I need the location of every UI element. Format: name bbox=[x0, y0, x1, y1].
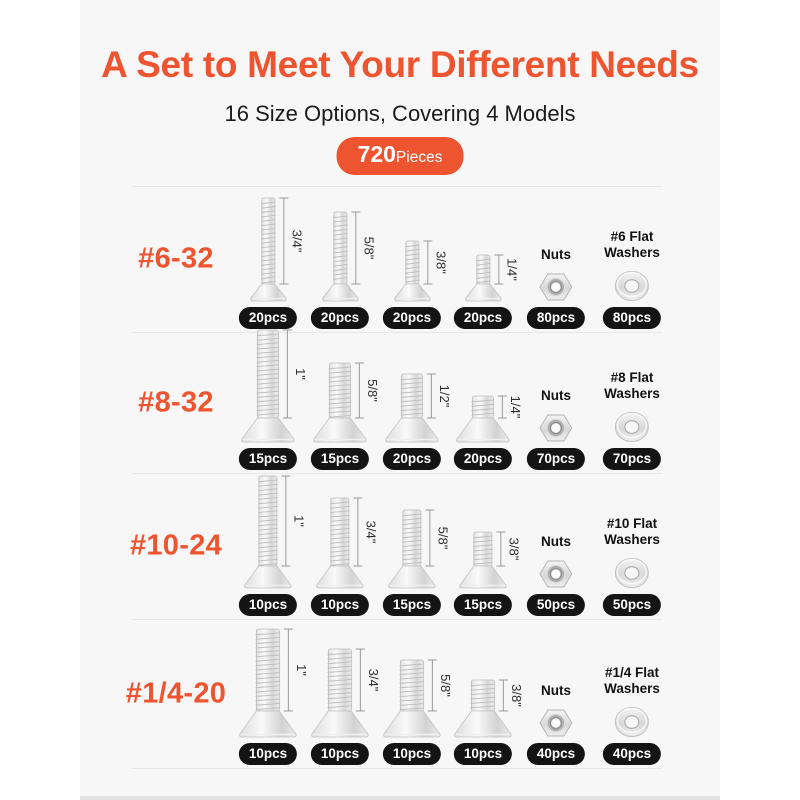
qty-pill: 50pcs bbox=[527, 594, 585, 616]
page-title: A Set to Meet Your Different Needs bbox=[101, 44, 699, 85]
screw-cell bbox=[454, 530, 522, 616]
screw-icon bbox=[311, 647, 381, 738]
washers-label-line1: #1/4 Flat bbox=[604, 665, 660, 680]
dimension-label: 3/4" bbox=[363, 520, 379, 544]
dimension-line bbox=[427, 374, 436, 418]
screw-icon bbox=[313, 361, 380, 443]
qty-pill: 20pcs bbox=[383, 448, 441, 470]
screw-icon bbox=[383, 658, 453, 738]
nuts-label: Nuts bbox=[541, 247, 571, 262]
screw-icon bbox=[241, 328, 308, 443]
dimension-label: 5/8" bbox=[365, 379, 380, 402]
qty-pill: 20pcs bbox=[311, 307, 369, 329]
qty-pill: 80pcs bbox=[603, 307, 661, 329]
nuts-cell bbox=[527, 534, 585, 616]
washers-label bbox=[604, 370, 660, 402]
screw-cell bbox=[311, 210, 376, 329]
dimension-label: 1/4" bbox=[504, 258, 519, 281]
dimension-label: 3/8" bbox=[506, 537, 522, 561]
screw-icon bbox=[239, 627, 309, 738]
row-model-label: #6-32 bbox=[138, 242, 214, 275]
screw-icon bbox=[244, 474, 307, 589]
qty-pill: 10pcs bbox=[383, 743, 441, 765]
qty-pill: 15pcs bbox=[383, 594, 441, 616]
dimension-label: 1" bbox=[293, 368, 308, 380]
qty-pill: 40pcs bbox=[527, 743, 585, 765]
qty-pill: 40pcs bbox=[603, 743, 661, 765]
washer-icon bbox=[614, 411, 650, 443]
washers-cell bbox=[603, 516, 661, 616]
dimension-line bbox=[423, 241, 432, 284]
model-row bbox=[0, 186, 800, 332]
nuts-cell bbox=[527, 247, 585, 329]
nuts-label: Nuts bbox=[541, 388, 571, 403]
washers-label-line1: #10 Flat bbox=[606, 516, 658, 531]
qty-pill: 10pcs bbox=[239, 743, 297, 765]
screw-cell bbox=[239, 328, 308, 470]
screw-icon bbox=[316, 496, 379, 589]
washers-label-line2: Washers bbox=[604, 245, 660, 260]
nuts-cell bbox=[527, 388, 585, 470]
screw-cell bbox=[311, 361, 380, 470]
qty-pill: 10pcs bbox=[311, 594, 369, 616]
washers-cell bbox=[603, 229, 661, 329]
washers-cell bbox=[603, 665, 661, 765]
screw-cell bbox=[454, 678, 524, 765]
qty-pill: 20pcs bbox=[454, 448, 512, 470]
screw-icon bbox=[385, 372, 452, 443]
dimension-line bbox=[494, 255, 503, 284]
screw-cell bbox=[311, 647, 381, 765]
screw-icon bbox=[465, 253, 519, 302]
washers-label-line1: #8 Flat bbox=[610, 370, 654, 385]
dimension-line bbox=[426, 510, 435, 566]
screw-cell bbox=[383, 239, 448, 329]
nuts-label: Nuts bbox=[541, 534, 571, 549]
screw-cell bbox=[311, 496, 379, 616]
dimension-label: 3/4" bbox=[366, 668, 381, 692]
dimension-line bbox=[284, 629, 293, 711]
qty-pill: 10pcs bbox=[311, 743, 369, 765]
dimension-line bbox=[279, 198, 288, 284]
dimension-line bbox=[428, 660, 437, 711]
nut-icon bbox=[539, 272, 573, 302]
row-model-label: #1/4-20 bbox=[125, 677, 227, 709]
dimension-line bbox=[356, 649, 365, 711]
qty-pill: 15pcs bbox=[311, 448, 369, 470]
model-row bbox=[0, 332, 800, 473]
screw-cell bbox=[383, 658, 453, 765]
washer-icon bbox=[614, 270, 650, 302]
washers-label-line2: Washers bbox=[604, 532, 660, 547]
washers-label-line2: Washers bbox=[604, 681, 660, 696]
screw-icon bbox=[250, 196, 304, 302]
qty-pill: 80pcs bbox=[527, 307, 585, 329]
washer-icon bbox=[614, 706, 650, 738]
model-row bbox=[0, 473, 800, 619]
qty-pill: 15pcs bbox=[454, 594, 512, 616]
nuts-label: Nuts bbox=[541, 683, 571, 698]
screw-icon bbox=[322, 210, 376, 302]
pieces-badge bbox=[337, 137, 464, 175]
dimension-line bbox=[283, 330, 292, 418]
qty-pill: 70pcs bbox=[603, 448, 661, 470]
dimension-label: 5/8" bbox=[438, 674, 453, 697]
screw-cell bbox=[239, 474, 307, 616]
dimension-label: 1/2" bbox=[437, 384, 452, 408]
dimension-label: 1" bbox=[294, 664, 309, 676]
nut-icon bbox=[539, 559, 573, 589]
badge-count: 720 bbox=[357, 141, 396, 167]
qty-pill: 20pcs bbox=[383, 307, 441, 329]
dimension-line bbox=[497, 532, 506, 566]
screw-cell bbox=[454, 253, 519, 329]
qty-pill: 15pcs bbox=[239, 448, 297, 470]
screw-cell bbox=[383, 372, 452, 470]
qty-pill: 10pcs bbox=[239, 594, 297, 616]
model-row bbox=[0, 619, 800, 768]
dimension-line bbox=[355, 363, 364, 418]
qty-pill: 50pcs bbox=[603, 594, 661, 616]
dimension-label: 3/8" bbox=[433, 251, 448, 274]
dimension-line bbox=[351, 212, 360, 284]
dimension-line bbox=[282, 476, 291, 566]
qty-pill: 20pcs bbox=[239, 307, 297, 329]
screw-cell bbox=[454, 394, 523, 470]
washers-label-line2: Washers bbox=[604, 386, 660, 401]
washer-icon bbox=[614, 557, 650, 589]
screw-cell bbox=[383, 508, 451, 616]
dimension-line bbox=[499, 680, 508, 711]
dimension-label: 1" bbox=[291, 515, 307, 527]
dimension-line bbox=[354, 498, 363, 566]
dimension-label: 3/4" bbox=[289, 229, 304, 253]
washers-label bbox=[604, 516, 660, 548]
nuts-cell bbox=[527, 683, 585, 765]
washers-label bbox=[604, 229, 660, 261]
dimension-label: 5/8" bbox=[361, 236, 376, 260]
dimension-label: 3/8" bbox=[509, 684, 524, 707]
screw-cell bbox=[239, 627, 309, 765]
row-model-label: #8-32 bbox=[138, 386, 214, 418]
nut-icon bbox=[539, 708, 573, 738]
screw-icon bbox=[456, 394, 523, 443]
badge-unit: Pieces bbox=[395, 149, 443, 166]
nut-icon bbox=[539, 413, 573, 443]
row-divider bbox=[132, 768, 662, 769]
row-model-label: #10-24 bbox=[129, 529, 223, 562]
screw-icon bbox=[459, 530, 522, 589]
screw-icon bbox=[454, 678, 524, 738]
screw-icon bbox=[394, 239, 448, 302]
qty-pill: 70pcs bbox=[527, 448, 585, 470]
screw-cell bbox=[239, 196, 304, 329]
qty-pill: 10pcs bbox=[454, 743, 512, 765]
dimension-label: 5/8" bbox=[435, 526, 451, 550]
washers-cell bbox=[603, 370, 661, 470]
dimension-line bbox=[498, 396, 507, 418]
dimension-label: 1/4" bbox=[508, 395, 523, 419]
washers-label-line1: #6 Flat bbox=[610, 229, 654, 244]
screw-icon bbox=[388, 508, 451, 589]
page-subtitle: 16 Size Options, Covering 4 Models bbox=[224, 101, 576, 126]
washers-label bbox=[604, 665, 660, 697]
qty-pill: 20pcs bbox=[454, 307, 512, 329]
